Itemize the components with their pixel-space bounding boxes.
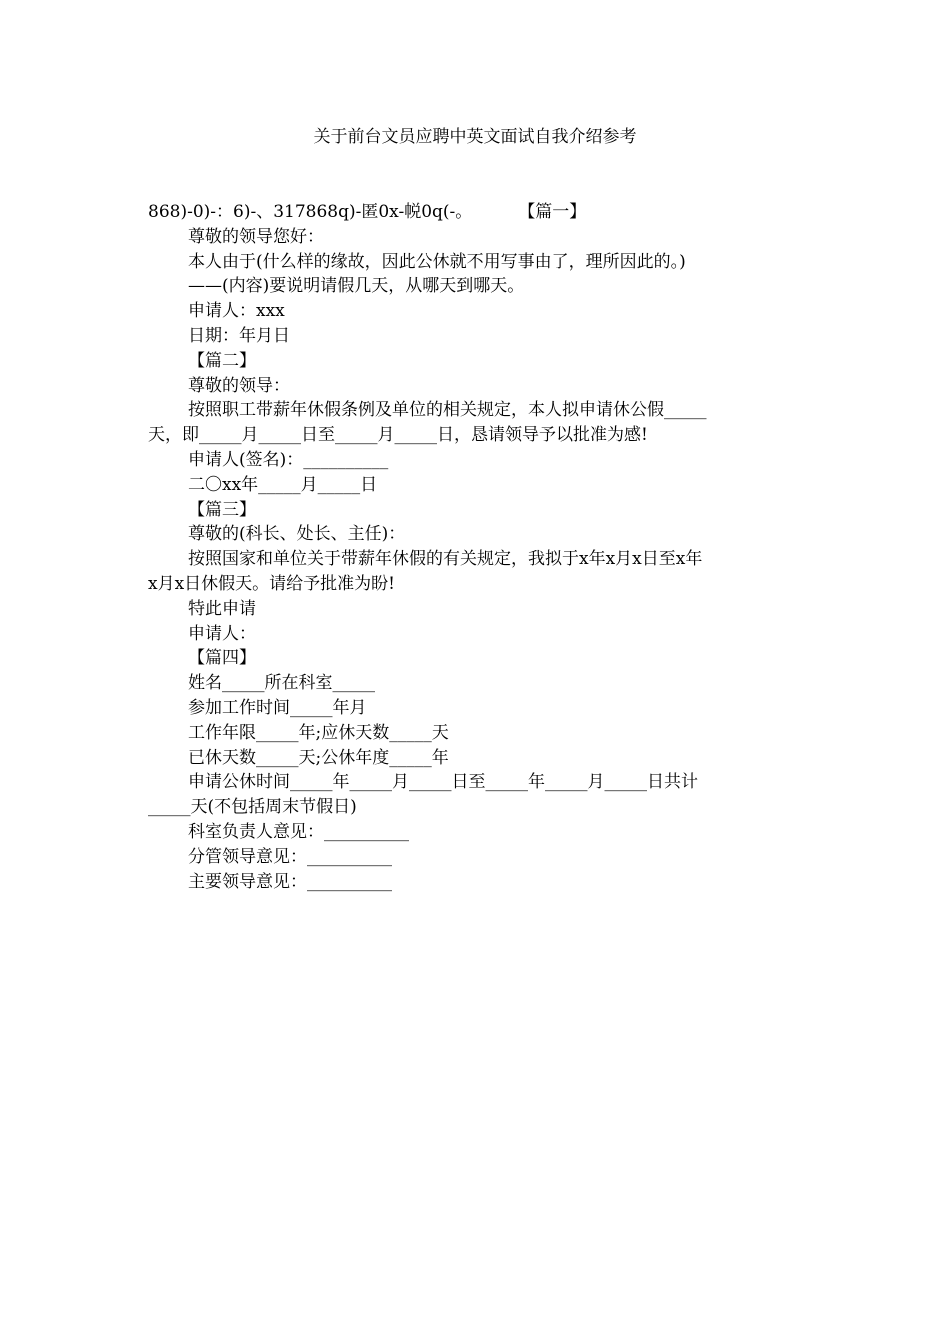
greeting-2: 尊敬的领导：	[188, 375, 290, 396]
garbled-text: 868)-0)-：6)-、317868q)-匿0x-帨0q(-。	[148, 202, 473, 222]
greeting-1: 尊敬的领导您好：	[188, 226, 324, 247]
form-field-line: 姓名_____所在科室_____	[188, 673, 375, 694]
paragraph-line: 本人由于(什么样的缘故，因此公休就不用写事由了，理所因此的。)	[188, 251, 686, 272]
form-field-line: 工作年限_____年;应休天数_____天	[188, 722, 449, 743]
section-heading-1: 【篇一】	[518, 202, 587, 222]
section-heading-2: 【篇二】	[188, 350, 256, 371]
paragraph-line-continued: 天，即_____月_____日至_____月_____日，恳请领导予以批准为感!	[148, 425, 648, 446]
form-field-line-continued: _____天(不包括周末节假日)	[148, 797, 357, 818]
paragraph-line: 按照职工带薪年休假条例及单位的相关规定，本人拟申请休公假_____	[188, 400, 707, 421]
document-title: 关于前台文员应聘中英文面试自我介绍参考	[313, 127, 637, 147]
date-line: 日期：年月日	[188, 325, 290, 346]
form-field-line: 参加工作时间_____年月	[188, 697, 367, 718]
paragraph-line: 按照国家和单位关于带薪年休假的有关规定，我拟于x年x月x日至x年	[188, 549, 703, 570]
approval-line: 主要领导意见：__________	[188, 871, 392, 892]
closing-line: 特此申请	[188, 598, 256, 619]
first-line	[148, 200, 808, 225]
applicant-line: 申请人：	[188, 623, 256, 644]
applicant-line: 申请人：xxx	[188, 301, 285, 322]
paragraph-line-continued: x月x日休假天。请给予批准为盼!	[148, 573, 396, 594]
section-heading-4: 【篇四】	[188, 648, 256, 669]
approval-line: 科室负责人意见：__________	[188, 821, 409, 842]
section-heading-3: 【篇三】	[188, 499, 256, 520]
approval-line: 分管领导意见：__________	[188, 846, 392, 867]
date-line: 二〇xx年_____月_____日	[188, 474, 378, 495]
greeting-3: 尊敬的(科长、处长、主任)：	[188, 524, 406, 545]
form-field-line: 已休天数_____天;公休年度_____年	[188, 747, 449, 768]
signature-line: 申请人(签名)：__________	[188, 449, 389, 470]
document-body	[148, 200, 808, 894]
form-field-line: 申请公休时间_____年_____月_____日至_____年_____月_____日共计	[188, 772, 698, 793]
paragraph-line: ——(内容)要说明请假几天，从哪天到哪天。	[188, 276, 525, 297]
